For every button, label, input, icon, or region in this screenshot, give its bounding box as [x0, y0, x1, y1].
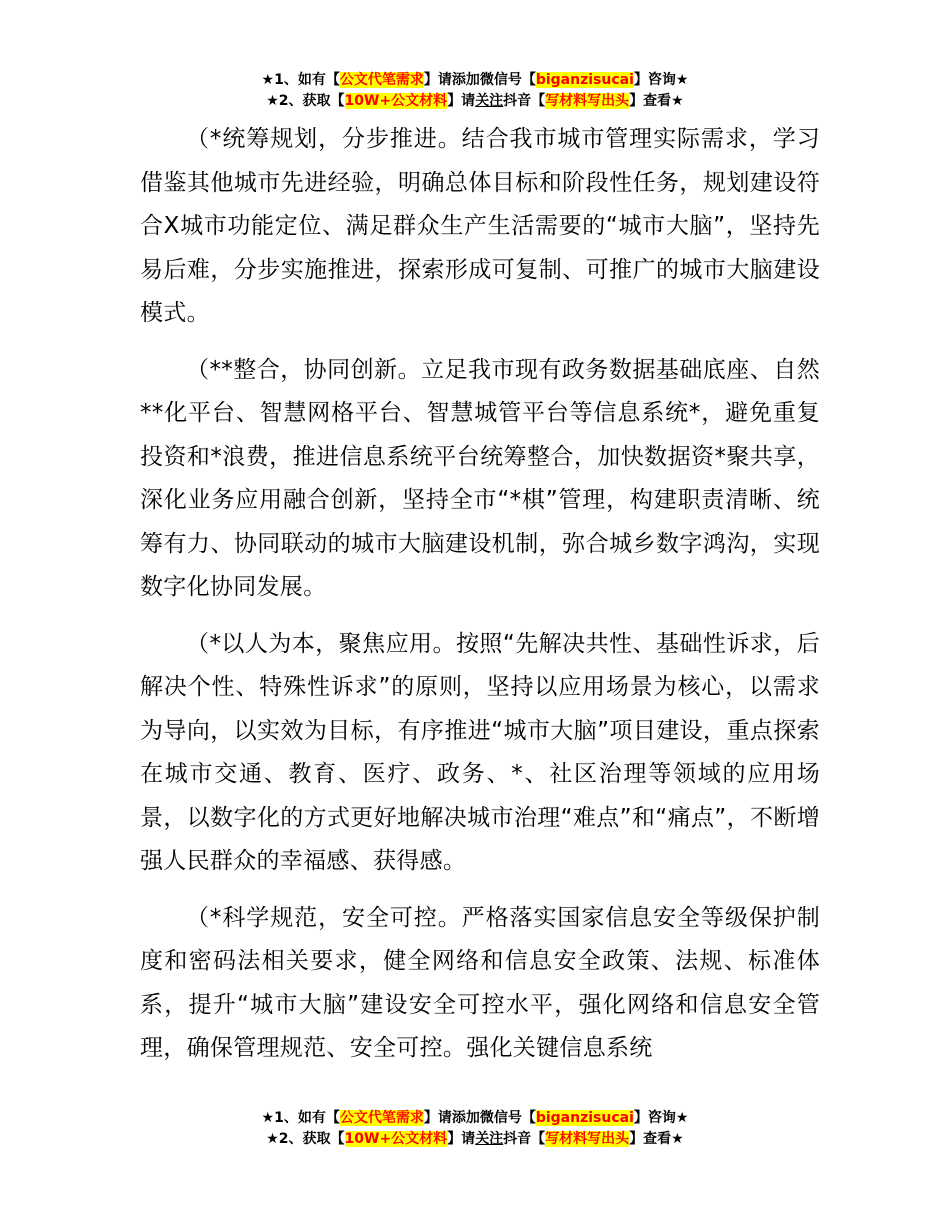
- footer-banner: [0, 1108, 950, 1150]
- paragraph-3: （*以人为本，聚焦应用。按照“先解决共性、基础性诉求，后解决个性、特殊性诉求”的原则，坚持以应用场景为核心，以需求为导向，以实效为目标，有序推进“城市大脑”项目建设，重点探索在城市交通、教育、医疗、政务、*、社区治理等领域的应用场景，以数字化的方式更好地解决城市治理“难点”和“痛点”，不断增强人民群众的幸福感、获得感。: [140, 630, 820, 874]
- banner-text: 】请: [447, 93, 476, 109]
- banner-highlight: 写材料写出头: [545, 1131, 630, 1147]
- paragraph-4: （*科学规范，安全可控。严格落实国家信息安全等级保护制度和密码法相关要求，健全网络和信息安全政策、法规、标准体系，提升“城市大脑”建设安全可控水平，强化网络和信息安全管理，确保管理规范、安全可控。强化关键信息系统: [140, 904, 820, 1061]
- banner-text: 】请: [447, 1131, 476, 1147]
- header-banner: [0, 70, 950, 112]
- paragraph-2: （**整合，协同创新。立足我市现有政务数据基础底座、自然**化平台、智慧网格平台、智慧城管平台等信息系统*，避免重复投资和*浪费，推进信息系统平台统筹整合，加快数据资*聚共享，深化业务应用融合创新，坚持全市“*棋”管理，构建职责清晰、统筹有力、协同联动的城市大脑建设机制，弥合城乡数字鸿沟，实现数字化协同发展。: [140, 356, 820, 600]
- banner-text: ★2、获取【: [266, 1131, 345, 1147]
- banner-highlight: biganzisucai: [535, 72, 634, 88]
- document-body: [140, 118, 820, 1084]
- banner-highlight: 写材料写出头: [545, 93, 630, 109]
- banner-text: ★1、如有【: [261, 1110, 340, 1126]
- banner-text: 】请添加微信号【: [423, 1110, 536, 1126]
- banner-text: 】查看★: [629, 1131, 684, 1147]
- paragraph-1: （*统筹规划，分步推进。结合我市城市管理实际需求，学习借鉴其他城市先进经验，明确总体目标和阶段性任务，规划建设符合X城市功能定位、满足群众生产生活需要的“城市大脑”，坚持先易后难，分步实施推进，探索形成可复制、可推广的城市大脑建设模式。: [140, 126, 820, 326]
- banner-highlight: 公文代笔需求: [339, 1110, 424, 1126]
- banner-text: 】请添加微信号【: [423, 72, 536, 88]
- banner-text: 抖音【: [503, 93, 546, 109]
- banner-text: 】查看★: [629, 93, 684, 109]
- banner-text: ★1、如有【: [261, 72, 340, 88]
- banner-underline: 关注: [475, 93, 504, 109]
- banner-line-1: [0, 1108, 950, 1129]
- banner-highlight: 10W+公文材料: [344, 1131, 448, 1147]
- banner-line-2: [0, 91, 950, 112]
- banner-highlight: 公文代笔需求: [339, 72, 424, 88]
- banner-text: 抖音【: [503, 1131, 546, 1147]
- banner-line-2: [0, 1129, 950, 1150]
- banner-highlight: biganzisucai: [535, 1110, 634, 1126]
- banner-line-1: [0, 70, 950, 91]
- banner-highlight: 10W+公文材料: [344, 93, 448, 109]
- banner-underline: 关注: [475, 1131, 504, 1147]
- banner-text: ★2、获取【: [266, 93, 345, 109]
- banner-text: 】咨询★: [633, 72, 689, 88]
- banner-text: 】咨询★: [633, 1110, 689, 1126]
